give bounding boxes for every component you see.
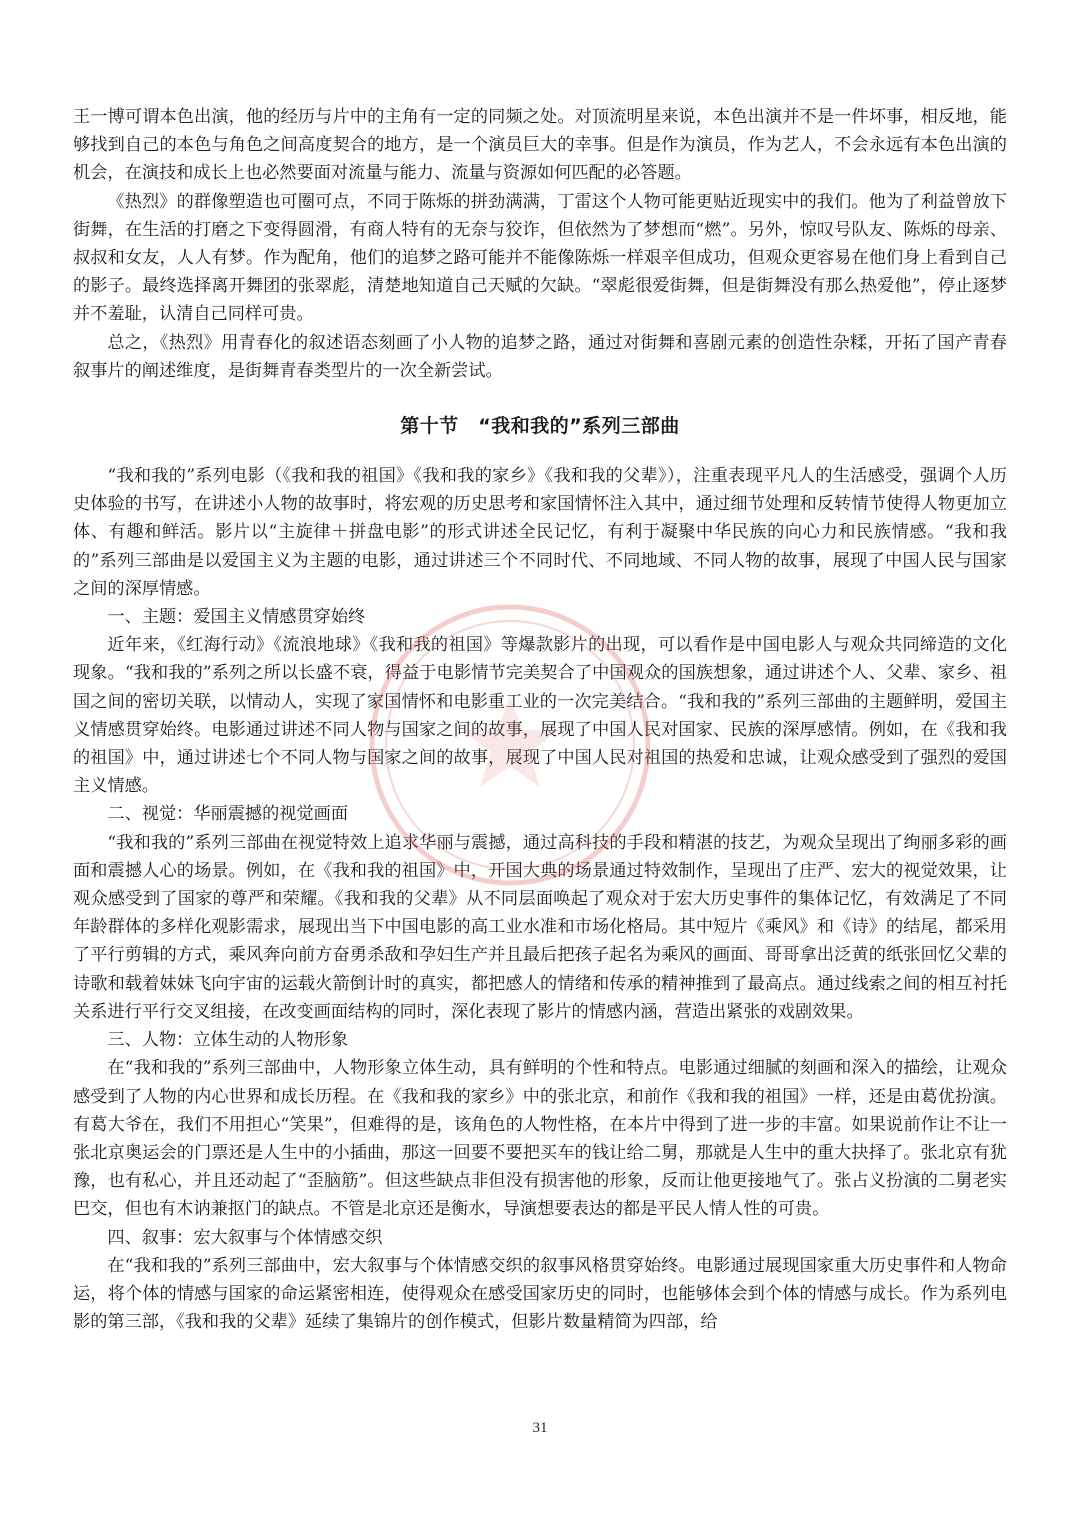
section-title: 第十节 “我和我的”系列三部曲 xyxy=(400,415,680,438)
paragraph: 在“我和我的”系列三部曲中，人物形象立体生动，具有鲜明的个性和特点。电影通过细腻的刻画和深入的描绘，让观众感受到了人物的内心世界和成长历程。在《我和我的家乡》中的张北京，和前作《我和我的祖国》一样，还是由葛优扮演。有葛大爷在，我们不用担心“笑果”，但难得的是，该角色的人物性格，在本片中得到了进一步的丰富。如果说前作让不让一张北京奥运会的门票还是人生中的小插曲，那这一回要不要把买车的钱让给二舅，那就是人生中的重大抉择了。张北京有犹豫，也有私心，并且还动起了“歪脑筋”。但这些缺点非但没有损害他的形象，反而让他更接地气了。张占义扮演的二舅老实巴交，但也有木讷兼抠门的缺点。不管是北京还是衡水，导演想要表达的都是平民人情人性的可贵。 xyxy=(73,1058,1007,1220)
subsection-heading: 三、人物：立体生动的人物形象 xyxy=(107,1030,349,1051)
subsection-heading: 二、视觉：华丽震撼的视觉画面 xyxy=(107,804,349,825)
paragraph: 近年来，《红海行动》《流浪地球》《我和我的祖国》等爆款影片的出现，可以看作是中国电影人与观众共同缔造的文化现象。“我和我的”系列之所以长盛不衰，得益于电影情节完美契合了中国观众的国族想象，通过讲述个人、父辈、家乡、祖国之间的密切关联，以情动人，实现了家国情怀和电影重工业的一次完美结合。“我和我的”系列三部曲的主题鲜明，爱国主义情感贯穿始终。电影通过讲述不同人物与国家之间的故事，展现了中国人民对国家、民族的深厚感情。例如，在《我和我的祖国》中，通过讲述七个不同人物与国家之间的故事，展现了中国人民对祖国的热爱和忠诚，让观众感受到了强烈的爱国主义情感。 xyxy=(73,635,1007,797)
paragraph-continued: 王一博可谓本色出演，他的经历与片中的主角有一定的同频之处。对顶流明星来说，本色出演并不是一件坏事，相反地，能够找到自己的本色与角色之间高度契合的地方，是一个演员巨大的幸事。但是作为演员，作为艺人，不会永远有本色出演的机会，在演技和成长上也必然要面对流量与能力、流量与资源如何匹配的必答题。 xyxy=(73,107,1007,184)
subsection-heading: 一、主题：爱国主义情感贯穿始终 xyxy=(107,607,366,628)
subsection-heading: 四、叙事：宏大叙事与个体情感交织 xyxy=(107,1227,383,1248)
paragraph: “我和我的”系列三部曲在视觉特效上追求华丽与震撼，通过高科技的手段和精湛的技艺，为观众呈现出了绚丽多彩的画面和震撼人心的场景。例如，在《我和我的祖国》中，开国大典的场景通过特效制作，呈现出了庄严、宏大的视觉效果，让观众感受到了国家的尊严和荣耀。《我和我的父辈》从不同层面唤起了观众对于宏大历史事件的集体记忆，有效满足了不同年龄群体的多样化观影需求，展现出当下中国电影的高工业水准和市场化格局。其中短片《乘风》和《诗》的结尾，都采用了平行剪辑的方式，乘风奔向前方奋勇杀敌和孕妇生产并且最后把孩子起名为乘风的画面、哥哥拿出泛黄的纸张回忆父辈的诗歌和载着妹妹飞向宇宙的运载火箭倒计时的真实，都把感人的情绪和传承的精神推到了最高点。通过线索之间的相互衬托关系进行平行交叉组接，在改变画面结构的同时，深化表现了影片的情感内涵，营造出紧张的戏剧效果。 xyxy=(73,832,1007,1022)
document-page xyxy=(73,103,1007,1336)
intro-paragraph: “我和我的”系列电影（《我和我的祖国》《我和我的家乡》《我和我的父辈》），注重表现平凡人的生活感受，强调个人历史体验的书写，在讲述小人物的故事时，将宏观的历史思考和家国情怀注入其中，通过细节处理和反转情节使得人物更加立体、有趣和鲜活。影片以“主旋律＋拼盘电影”的形式讲述全民记忆，有利于凝聚中华民族的向心力和民族情感。“我和我的”系列三部曲是以爱国主义为主题的电影，通过讲述三个不同时代、不同地域、不同人物的故事，展现了中国人民与国家之间的深厚情感。 xyxy=(73,466,1007,599)
paragraph: 《热烈》的群像塑造也可圈可点，不同于陈烁的拼劲满满，丁雷这个人物可能更贴近现实中的我们。他为了利益曾放下街舞，在生活的打磨之下变得圆滑，有商人特有的无奈与狡诈，但依然为了梦想而“燃”。另外，惊叹号队友、陈烁的母亲、叔叔和女友，人人有梦。作为配角，他们的追梦之路可能并不能像陈烁一样艰辛但成功，但观众更容易在他们身上看到自己的影子。最终选择离开舞团的张翠彪，清楚地知道自己天赋的欠缺。“翠彪很爱街舞，但是街舞没有那么热爱他”，停止逐梦并不羞耻，认清自己同样可贵。 xyxy=(73,191,1007,325)
paragraph: 在“我和我的”系列三部曲中，宏大叙事与个体情感交织的叙事风格贯穿始终。电影通过展现国家重大历史事件和人物命运，将个体的情感与国家的命运紧密相连，使得观众在感受国家历史的同时，也能够体会到个体的情感与成长。作为系列电影的第三部，《我和我的父辈》延续了集锦片的创作模式，但影片数量精简为四部，给 xyxy=(73,1255,1007,1333)
paragraph: 总之，《热烈》用青春化的叙述语态刻画了小人物的追梦之路，通过对街舞和喜剧元素的创造性杂糅，开拓了国产青春叙事片的阐述维度，是街舞青春类型片的一次全新尝试。 xyxy=(73,332,1007,381)
page-number: 31 xyxy=(532,1420,548,1436)
